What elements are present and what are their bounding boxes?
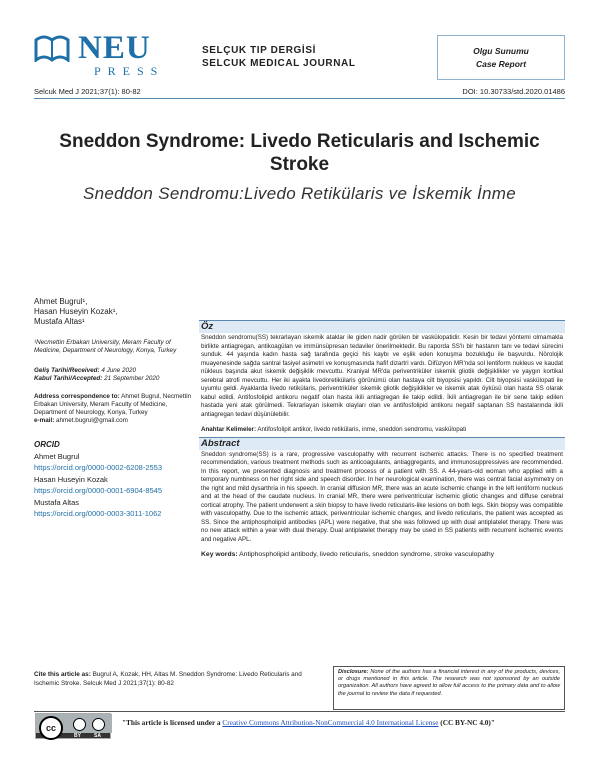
- abstract-tr-body: Sneddon sendromu(SS) tekrarlayan iskemik ataklar ile giden nadir görülen bir vaskülopatidir. Kesin bir tedavi yöntemi olmamakla birlikte antiagregan, antikoagülan ve immünsüpresan tedaviler önerilmektedir. Bu raporda SS'lı bir hastanın tanı ve tedavi sürecini sunduk. 44 yaşında kadın hasta sağ tarafında geçici his kaybı ve eşlik eden konuşma bozukluğu ile başvurdu. Nörolojik muayenesinde sağda santral fasiyel asimetri ve konuşmasında hafif dizartri vardı. Difüzyon MR'nda sol lentiform nukleus ve kaudat nükleus başında akut iskemik değişiklik mevcuttu. Kraniyal MR'da periventriküler iskemik gliotik değişiklikler ve yaygın kortikal serebral atrofi mevcuttu. Her iki ayakta livedoretikülaris görünümü olan hastaya cilt biyopsisi yapıldı. Cilt biyopsisi vaskülopati ile uyumlu geldi. Ayaklarda livedo retikülaris, periventriküler iskemik gliotik değişiklikler ve iskemik atak öyküsü olan hasta SS olarak kabul edildi. Antifosfolipid antikoru negatif olan hasta ikili antiagregan ile takip edildi. İkili antiagregan ile bir sene takip edilen hastada yeni atak görülmedi. Tekrarlayan iskemik olayları olan ve antifosfolipid antikoru negatif saptanan SS hastalarında ikili antiagregan tedavi düşünülebilir.: [201, 334, 563, 418]
- reference-line: [34, 87, 565, 99]
- license-prefix: "This article is licensed under a: [122, 718, 221, 727]
- orcid-link[interactable]: https://orcid.org/0000-0003-3011-1062: [34, 509, 162, 518]
- abstract-tr-heading: Öz: [199, 320, 565, 333]
- keywords-en: [199, 551, 565, 562]
- orcid-section: [34, 439, 196, 520]
- orcid-link[interactable]: https://orcid.org/0000-0002-6208-2553: [34, 463, 163, 472]
- badge-sa: SA: [94, 733, 101, 739]
- license-link[interactable]: Creative Commons Attribution-NonCommercial 4.0 International License: [222, 718, 439, 727]
- article-dates: [34, 367, 196, 383]
- journal-citation: Selcuk Med J 2021;37(1): 80-82: [34, 87, 141, 96]
- cite-as: [34, 671, 324, 688]
- badge-by: BY: [74, 733, 81, 739]
- received-label: Geliş Tarihi/Received:: [34, 367, 100, 374]
- cc-license-badge[interactable]: [35, 713, 111, 739]
- keywords-tr-text: Antifosfolipit antikor, livedo retikülaris, inme, sneddon sendromu, vaskülopati: [257, 426, 467, 433]
- cite-as-text: Bugrul A, Kozak, HH, Altas M. Sneddon Syndrome: Livedo Reticularis and Ischemic Stroke. Selcuk Med J 2021;37(1): 80-82: [34, 671, 302, 687]
- article-title: Sneddon Syndrome: Livedo Reticularis and Ischemic Stroke: [59, 131, 540, 175]
- doi[interactable]: DOI: 10.30733/std.2020.01486: [462, 87, 565, 96]
- cc-icon: cc: [39, 716, 63, 740]
- logo-subtext: PRESS: [94, 64, 165, 78]
- orcid-name: Ahmet Bugrul: [34, 452, 80, 461]
- author: Ahmet Bugrul¹,: [34, 297, 88, 306]
- journal-name-en: SELCUK MEDICAL JOURNAL: [202, 58, 356, 69]
- email-label: e-mail:: [34, 417, 55, 424]
- accepted-date: 21 September 2020: [104, 375, 160, 382]
- accepted-label: Kabul Tarihi/Accepted:: [34, 375, 103, 382]
- abstract-column: [199, 320, 565, 562]
- article-type-tr: Olgu Sunumu: [473, 46, 529, 56]
- orcid-name: Mustafa Altas: [34, 498, 80, 507]
- author: Mustafa Altas¹: [34, 317, 85, 326]
- orcid-link[interactable]: https://orcid.org/0000-0001-6904-8545: [34, 486, 163, 495]
- license-statement: [122, 718, 565, 727]
- orcid-name: Hasan Huseyin Kozak: [34, 475, 108, 484]
- email-address[interactable]: ahmet.bugrul@gmail.com: [56, 417, 128, 424]
- author-list: [34, 297, 196, 327]
- journal-name: [202, 44, 402, 70]
- attribution-icon: [73, 718, 86, 731]
- disclosure-box: [333, 666, 565, 710]
- correspondence-text: Ahmet Bugrul, Necmettin Erbakan University, Meram Faculty of Medicine, Department of Neurology, Konya, Turkey: [34, 393, 192, 416]
- author: Hasan Huseyin Kozak¹,: [34, 307, 118, 316]
- orcid-heading: ORCID: [34, 440, 60, 449]
- abstract-en-heading: Abstract: [199, 437, 565, 450]
- correspondence-label: Address correspondence to:: [34, 393, 120, 400]
- affiliation: ¹Necmettin Erbakan University, Meram Faculty of Medicine, Department of Neurology, Konya, Turkey: [34, 339, 177, 354]
- article-title-tr: Sneddon Sendromu:Livedo Retikülaris ve İskemik İnme: [83, 184, 516, 203]
- keywords-en-label: Key words:: [201, 551, 238, 558]
- keywords-tr-label: Anahtar Kelimeler:: [201, 426, 257, 433]
- disclosure-label: Disclosure:: [338, 669, 369, 675]
- correspondence: [34, 393, 196, 425]
- keywords-tr: [199, 426, 565, 437]
- logo-text: NEU: [78, 30, 151, 66]
- disclosure-text: None of the authors has a financial interest in any of the products, devices, or drugs mentioned in this article. The research was not sponsored by an outside organization. All authors have agreed to allow full access to the primary data and to allow the journal to review the data if requested.: [338, 669, 561, 697]
- license-suffix: (CC BY-NC 4.0)": [438, 718, 495, 727]
- author-info-column: [34, 297, 196, 520]
- book-icon: [34, 34, 70, 62]
- footer-divider: [34, 711, 565, 712]
- journal-name-tr: SELÇUK TIP DERGİSİ: [202, 45, 316, 56]
- cite-as-label: Cite this article as:: [34, 671, 91, 678]
- keywords-en-text: Antiphospholipid antibody, livedo reticularis, sneddon syndrome, stroke vasculopathy: [239, 551, 495, 558]
- share-alike-icon: [92, 718, 105, 731]
- publisher-logo: [34, 30, 164, 80]
- abstract-en-body: Sneddon syndrome(SS) is a rare, progressive vasculopathy with recurrent ischemic attacks. There is no specified treatment recommendation, various treatment methods such as anticoagulants, antiaggregants, and immunosuppressives are recommended. In this report, we presented diagnosis and treatment process of a patient with SS. A 44-years-old woman who applied with a temporary numbness on her right side and speech disorder. In her neurological examination, there was central facial asymmetry on the right and mild dysarthria in his speech. In cranial diffusion MR, there was an acute ischemic change in the left lentiform nucleus and at the head of the caudate nucleus. In cranial MR, there were periventricular ischemic gliotic changes and diffuse cerebral cortical atrophy. The patient underwent a skin biopsy to have livedo reticularis-like lesions on both legs. Skin biopsy was compatible with vasculopathy. Due to the ischemic attack, periventricular ischemic changes, and livedo reticularis, the patient was accepted as SS. Since the antiphospholipid antibodies (APL) were negative, that she was followed up with dual antiplatelet therapy. There was no new attack within a year with dual therapy. Dual antiplatelet therapy may be used in SS patients with recurrent ischemic events and negative APL.: [201, 450, 563, 543]
- article-type-box: [437, 35, 565, 80]
- received-date: 4 June 2020: [101, 367, 136, 374]
- article-type-en: Case Report: [475, 59, 527, 69]
